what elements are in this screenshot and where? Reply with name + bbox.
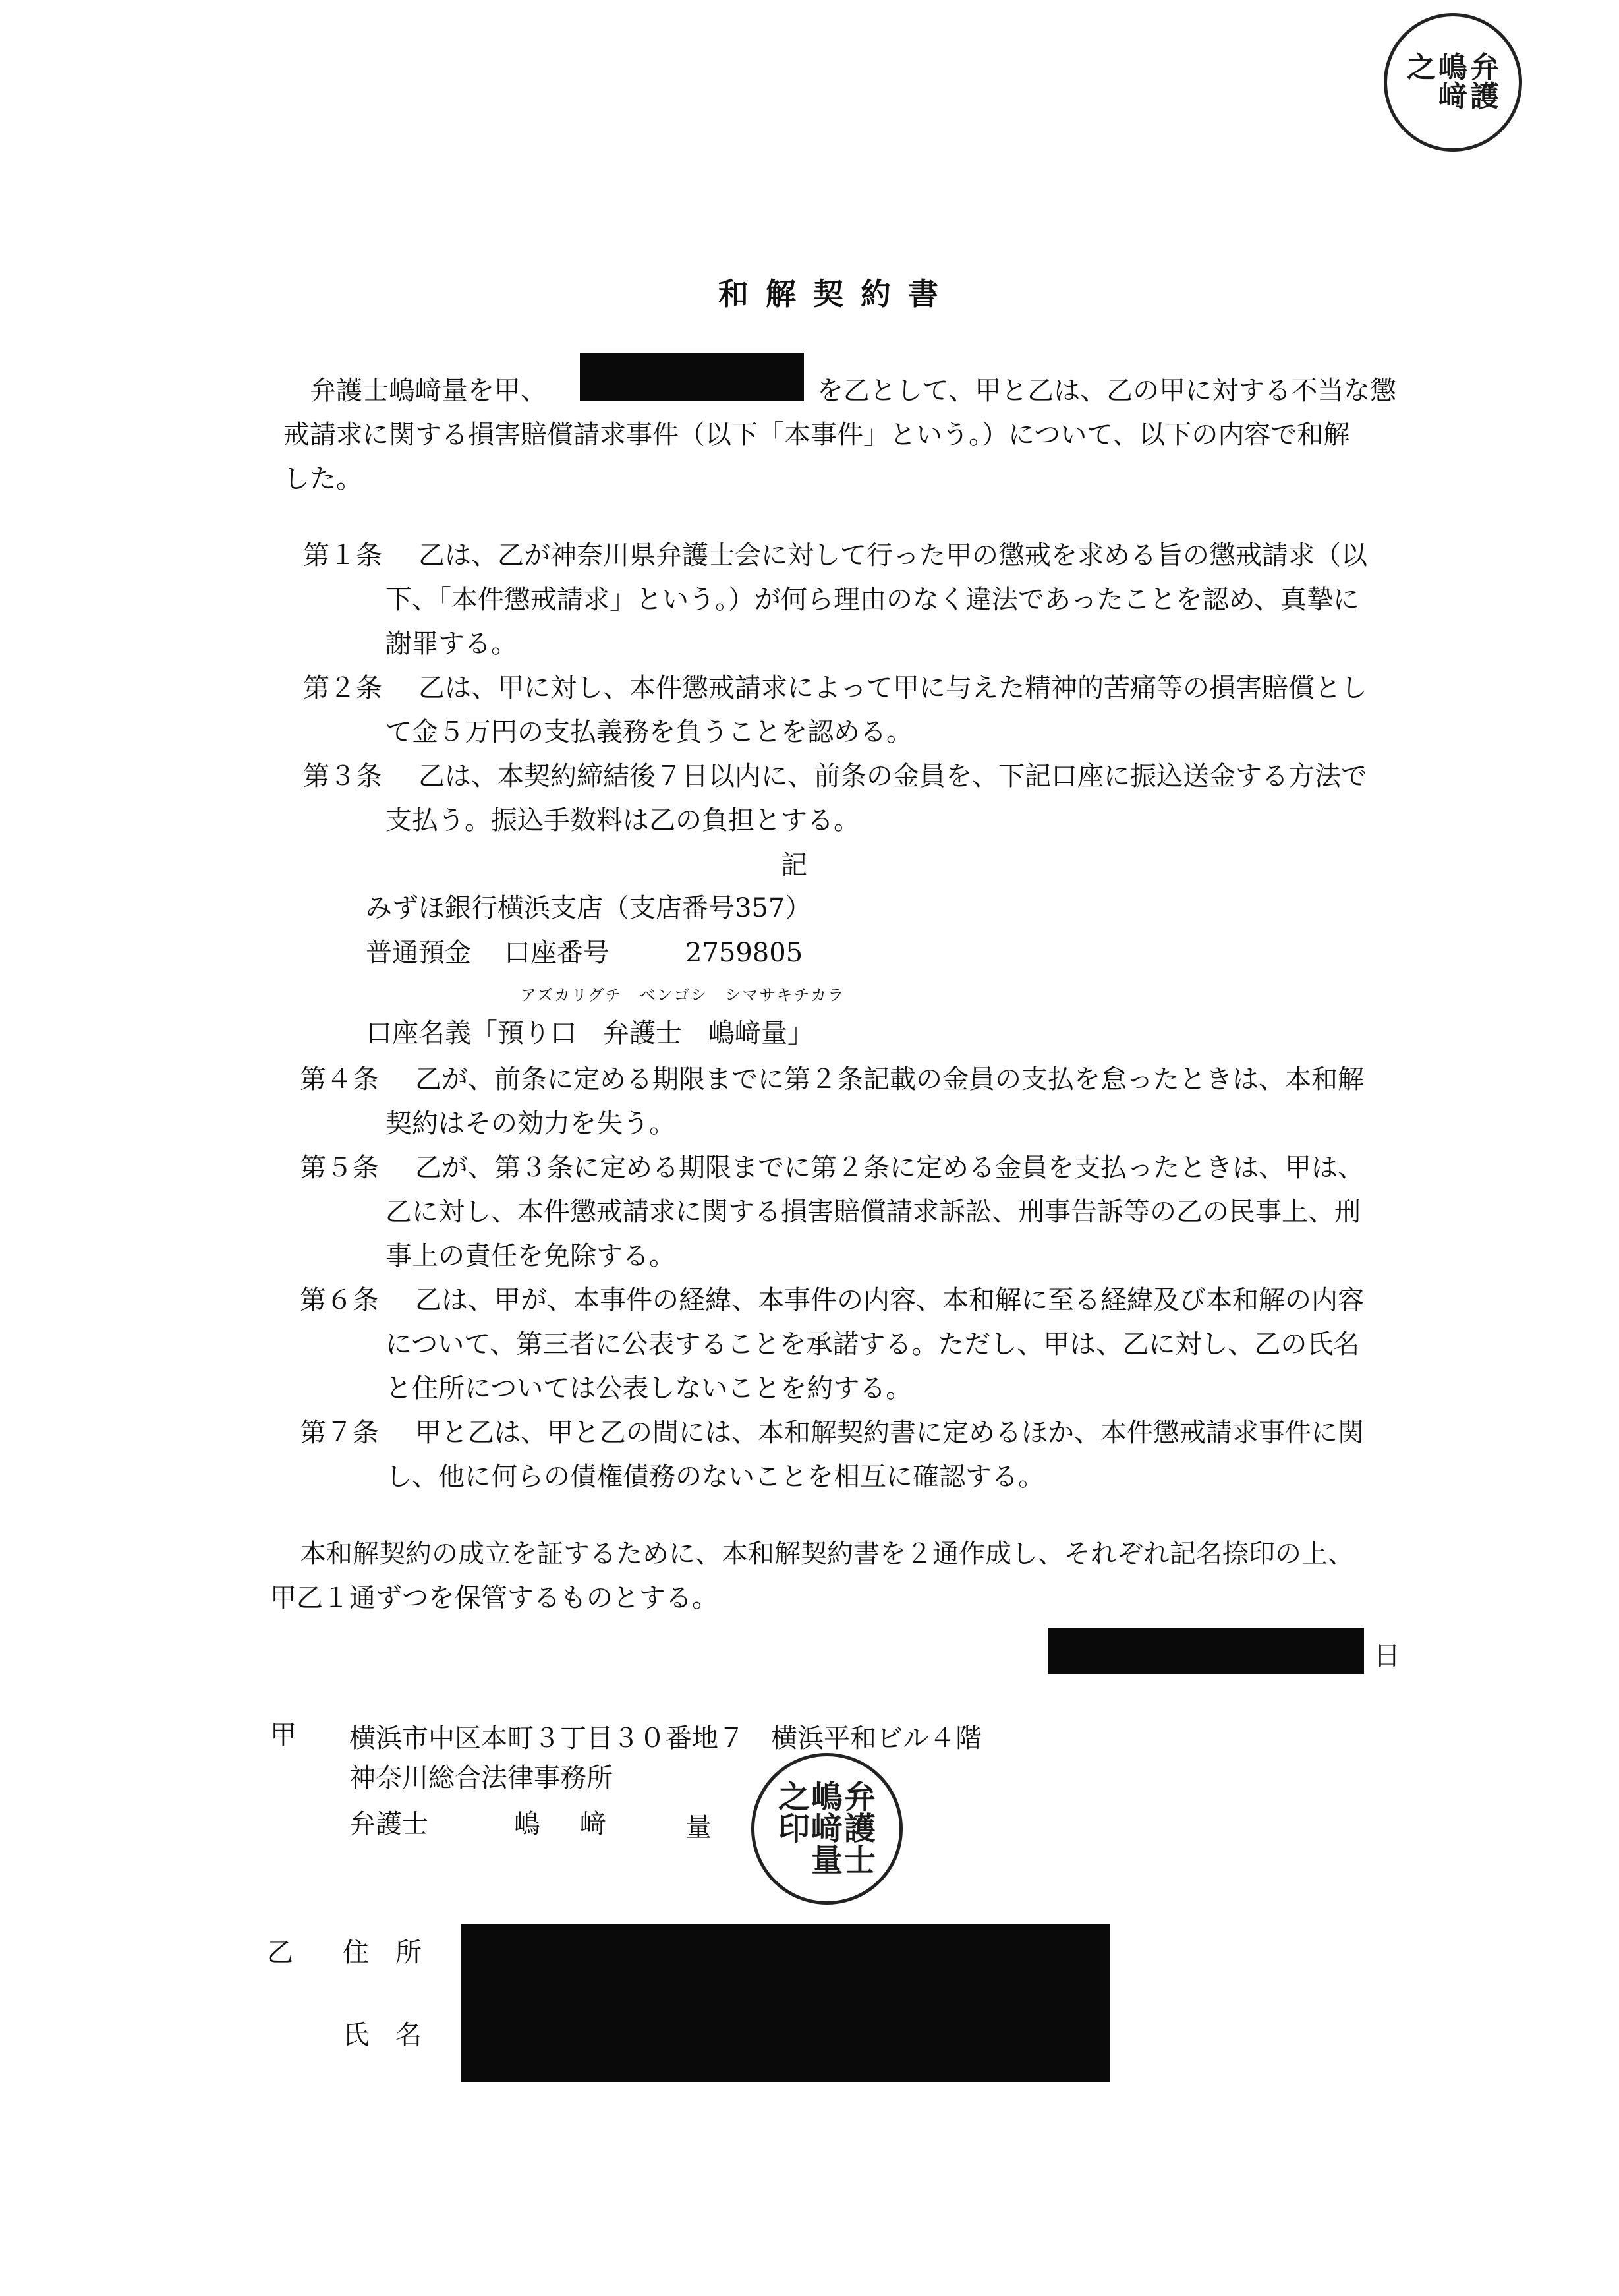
article-7-label: 第７条 bbox=[300, 1418, 379, 1448]
top-seal-stamp: 弁 護 嶋 﨑 之 bbox=[1384, 13, 1522, 152]
ki-heading: 記 bbox=[781, 850, 807, 880]
closing-line-1: 本和解契約の成立を証するために、本和解契約書を２通作成し、それぞれ記名捺印の上、 bbox=[300, 1539, 1354, 1569]
party-a-name-char: 量 bbox=[685, 1812, 712, 1843]
party-a-address: 横浜市中区本町３丁目３０番地７ 横浜平和ビル４階 bbox=[349, 1723, 982, 1754]
article-7-text: 甲と乙は、甲と乙の間には、本和解契約書に定めるほか、本件懲戒請求事件に関 bbox=[415, 1418, 1364, 1448]
bank-account-number: 2759805 bbox=[685, 938, 803, 968]
party-a-office: 神奈川総合法律事務所 bbox=[349, 1763, 613, 1793]
bank-branch: みずほ銀行横浜支店（支店番号357） bbox=[366, 893, 812, 923]
bank-account-name: 口座名義「預り口 弁護士 嶋﨑量」 bbox=[366, 1018, 814, 1048]
article-3-text: 乙は、本契約締結後７日以内に、前条の金員を、下記口座に振込送金する方法で bbox=[418, 761, 1367, 791]
bank-account-kana: アズカリグチ ベンゴシ シマサキチカラ bbox=[521, 986, 845, 1004]
article-1-text: 謝罪する。 bbox=[385, 629, 517, 659]
party-a-title: 弁護士 bbox=[349, 1809, 428, 1839]
bank-account-type: 普通預金 bbox=[366, 938, 471, 968]
document-title: 和解契約書 bbox=[718, 276, 955, 312]
article-7-text: し、他に何らの債権債務のないことを相互に確認する。 bbox=[385, 1462, 1044, 1492]
intro-line-1a: 弁護士嶋﨑量を甲、 bbox=[310, 376, 547, 406]
article-2-text: て金５万円の支払義務を負うことを認める。 bbox=[385, 717, 913, 747]
article-1-label: 第１条 bbox=[303, 540, 382, 571]
redaction-party-b-name bbox=[580, 353, 804, 401]
redaction-party-b-details bbox=[461, 1924, 1110, 2082]
party-b-name-label: 氏 名 bbox=[343, 2020, 422, 2050]
article-2-label: 第２条 bbox=[303, 673, 382, 703]
article-6-label: 第６条 bbox=[300, 1285, 379, 1315]
article-5-text: 乙が、第３条に定める期限までに第２条に定める金員を支払ったときは、甲は、 bbox=[415, 1153, 1364, 1183]
article-4-text: 乙が、前条に定める期限までに第２条記載の金員の支払を怠ったときは、本和解 bbox=[415, 1064, 1364, 1095]
article-1-text: 下、「本件懲戒請求」という。）が何ら理由のなく違法であったことを認め、真摯に bbox=[385, 585, 1359, 615]
article-4-label: 第４条 bbox=[300, 1064, 379, 1095]
party-b-label: 乙 bbox=[267, 1937, 293, 1968]
article-6-text: 乙は、甲が、本事件の経緯、本事件の内容、本和解に至る経緯及び本和解の内容 bbox=[415, 1285, 1364, 1315]
article-2-text: 乙は、甲に対し、本件懲戒請求によって甲に与えた精神的苦痛等の損害賠償とし bbox=[418, 673, 1367, 703]
intro-line-1b: を乙として、甲と乙は、乙の甲に対する不当な懲 bbox=[817, 376, 1397, 406]
article-6-text: について、第三者に公表することを承諾する。ただし、甲は、乙に対し、乙の氏名 bbox=[385, 1329, 1360, 1360]
article-6-text: と住所については公表しないことを約する。 bbox=[385, 1373, 913, 1404]
party-a-name-char: 﨑 bbox=[580, 1809, 606, 1839]
bank-account-number-label: 口座番号 bbox=[504, 938, 610, 968]
article-3-text: 支払う。振込手数料は乙の負担とする。 bbox=[385, 805, 860, 836]
closing-line-2: 甲乙１通ずつを保管するものとする。 bbox=[270, 1583, 718, 1613]
article-5-text: 乙に対し、本件懲戒請求に関する損害賠償請求訴訟、刑事告訴等の乙の民事上、刑 bbox=[385, 1197, 1361, 1227]
intro-line-2: 戒請求に関する損害賠償請求事件（以下「本事件」という。）について、以下の内容で和解 bbox=[283, 420, 1350, 450]
date-suffix: 日 bbox=[1374, 1641, 1400, 1671]
article-4-text: 契約はその効力を失う。 bbox=[385, 1108, 675, 1139]
lawyer-seal-stamp: 弁 護 士 嶋 﨑 量 之 印 bbox=[751, 1753, 903, 1905]
article-5-label: 第５条 bbox=[300, 1153, 379, 1183]
article-5-text: 事上の責任を免除する。 bbox=[385, 1241, 675, 1271]
article-1-text: 乙は、乙が神奈川県弁護士会に対して行った甲の懲戒を求める旨の懲戒請求（以 bbox=[418, 540, 1367, 571]
intro-line-3: した。 bbox=[283, 464, 362, 494]
party-b-address-label: 住 所 bbox=[343, 1937, 422, 1968]
party-a-label: 甲 bbox=[270, 1720, 297, 1750]
article-3-label: 第３条 bbox=[303, 761, 382, 791]
party-a-name-char: 嶋 bbox=[514, 1809, 540, 1839]
redaction-date bbox=[1048, 1628, 1364, 1674]
